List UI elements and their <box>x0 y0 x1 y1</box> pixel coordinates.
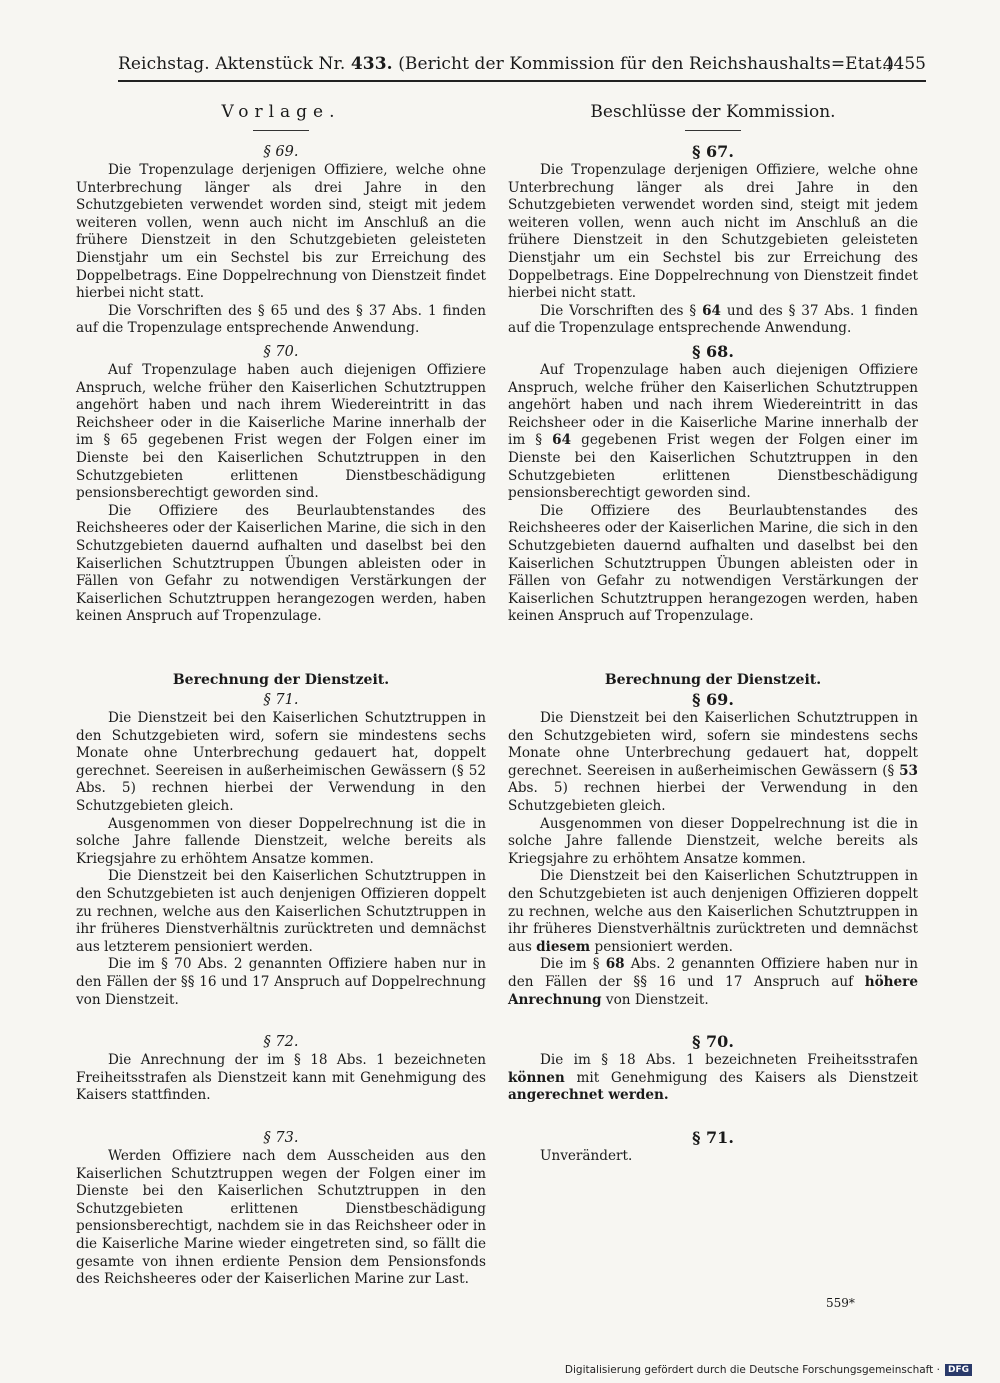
paragraph-heading: § 70. <box>692 1032 734 1051</box>
changed-reference: 64 <box>702 302 722 319</box>
paragraph-text: Die Dienstzeit bei den Kaiserlichen Schutztruppen in den Schutzgebieten ist auch denjenigen Offizieren doppelt zu rechnen, welche aus den Kaiserlichen Schutztruppen in ihr früheres Dienstverhältnis zurücktreten und demnächst aus letzterem pensioniert werden. <box>76 868 486 955</box>
title-divider <box>685 130 741 131</box>
dfg-logo: DFG <box>945 1364 972 1376</box>
paragraph-text: Die Vorschriften des § 64 und des § 37 Abs. 1 finden auf die Tropenzulage entsprechende Anwendung. <box>508 302 919 337</box>
paragraph-text: Die Dienstzeit bei den Kaiserlichen Schutztruppen in den Schutzgebieten ist auch denjenigen Offizieren doppelt zu rechnen, welche aus den Kaiserlichen Schutztruppen in ihr früheres Dienstverhältnis zurücktreten und demnächst aus diesem pensioniert werden. <box>508 868 918 955</box>
paragraph-text: Ausgenommen von dieser Doppelrechnung ist die in solche Jahre fallende Dienstzeit, welche bereits als Kriegsjahre zu erhöhtem Ansatze kommen. <box>508 815 918 867</box>
left-section-71 <box>76 670 486 1009</box>
changed-text: können <box>508 1069 565 1086</box>
right-section-69 <box>508 670 918 1009</box>
paragraph-heading: § 71. <box>263 692 299 708</box>
right-section-68 <box>508 342 918 626</box>
digitization-credit <box>565 1364 972 1376</box>
changed-text: diesem <box>536 938 591 955</box>
right-section-70 <box>508 1032 918 1105</box>
paragraph-heading: § 68. <box>692 342 734 361</box>
paragraph-heading: § 72. <box>263 1034 299 1050</box>
paragraph-heading: § 67. <box>692 142 734 161</box>
paragraph-heading: § 70. <box>263 344 299 360</box>
paragraph-text: Auf Tropenzulage haben auch diejenigen Offiziere Anspruch, welche früher den Kaiserlichen Schutztruppen angehört haben und nach ihrem Wiedereintritt in das Reichsheer oder in die Kaiserliche Marine innerhalb der im § 65 gegebenen Frist wegen der Folgen einer im Dienste bei den Kaiserlichen Schutztruppen in den Schutzgebieten erlittenen Dienstbeschädigung pensionsberechtigt geworden sind. <box>76 362 486 502</box>
paragraph-text: Ausgenommen von dieser Doppelrechnung ist die in solche Jahre fallende Dienstzeit, welche bereits als Kriegsjahre zu erhöhtem Ansatze kommen. <box>76 815 486 867</box>
changed-reference: 68 <box>605 956 625 973</box>
paragraph-text: Werden Offiziere nach dem Ausscheiden aus den Kaiserlichen Schutztruppen wegen der Folgen einer im Dienste bei den Kaiserlichen Schutztruppen in den Schutzgebieten erlittenen Dienstbeschädigung pensionsberechtigt, nachdem sie in das Reichsheer oder in die Kaiserliche Marine wieder eingetreten sind, so fällt die gesamte von ihnen erdiente Pension dem Pensionsfonds des Reichsheeres oder der Kaiserlichen Marine zur Last. <box>76 1148 486 1288</box>
changed-text: höhere Anrechnung <box>508 973 918 1008</box>
paragraph-text: Die im § 70 Abs. 2 genannten Offiziere haben nur in den Fällen der §§ 16 und 17 Anspruch auf Doppelrechnung von Dienstzeit. <box>76 956 486 1008</box>
right-column-title: Beschlüsse der Kommission. <box>590 102 836 122</box>
title-divider <box>253 130 309 131</box>
paragraph-text: Auf Tropenzulage haben auch diejenigen Offiziere Anspruch, welche früher den Kaiserlichen Schutztruppen angehört haben und nach ihrem Wiedereintritt in das Reichsheer oder in die Kaiserliche Marine innerhalb der im § 64 gegebenen Frist wegen der Folgen einer im Dienste bei den Kaiserlichen Schutztruppen in den Schutzgebieten erlittenen Dienstbeschädigung pensionsberechtigt geworden sind. <box>508 362 919 502</box>
paragraph-heading: § 71. <box>692 1128 734 1147</box>
left-section-70 <box>76 342 486 626</box>
subheading: Berechnung der Dienstzeit. <box>172 672 390 688</box>
changed-text: angerechnet werden. <box>508 1087 669 1104</box>
left-section-72 <box>76 1032 486 1105</box>
changed-reference: 64 <box>552 432 572 449</box>
right-section-67 <box>508 142 918 338</box>
paragraph-text: Die Tropenzulage derjenigen Offiziere, welche ohne Unterbrechung länger als drei Jahre in den Schutzgebieten verwendet worden sind, steigt mit jedem weiteren vollen, wenn auch nicht im Anschluß an die frühere Dienstzeit in den Schutzgebieten geleisteten Dienstjahr um ein Sechstel bis zur Erreichung des Doppelbetrags. Eine Doppelrechnung von Dienstzeit findet hierbei nicht statt. <box>76 162 486 302</box>
paragraph-text: Die im § 68 Abs. 2 genannten Offiziere haben nur in den Fällen der §§ 16 und 17 Anspruch auf höhere Anrechnung von Dienstzeit. <box>508 956 918 1008</box>
paragraph-text: Die im § 18 Abs. 1 bezeichneten Freiheitsstrafen können mit Genehmigung des Kaisers als Dienstzeit angerechnet werden. <box>508 1052 919 1104</box>
paragraph-text: Die Dienstzeit bei den Kaiserlichen Schutztruppen in den Schutzgebieten wird, sofern sie mindestens sechs Monate ohne Unterbrechung gedauert hat, doppelt gerechnet. Seereisen in außerheimischen Gewässern (§ 53 Abs. 5) rechnen hierbei der Verwendung in den Schutzgebieten gleich. <box>508 710 918 814</box>
page-number: 4455 <box>882 54 926 74</box>
header-title: Reichstag. Aktenstück Nr. 433. (Bericht der Kommission für den Reichshaushalts=Etat.) <box>118 54 895 74</box>
right-section-71 <box>508 1128 918 1166</box>
paragraph-text: Die Anrechnung der im § 18 Abs. 1 bezeichneten Freiheitsstrafen als Dienstzeit kann mit Genehmigung des Kaisers stattfinden. <box>76 1052 486 1104</box>
running-header <box>118 54 926 82</box>
document-number: 433. <box>350 54 393 74</box>
paragraph-heading: § 69. <box>263 144 299 160</box>
paragraph-text: Die Offiziere des Beurlaubtenstandes des Reichsheeres oder der Kaiserlichen Marine, die sich in den Schutzgebieten dauernd aufhalten und daselbst bei den Kaiserlichen Schutztruppen Übungen ableisten oder in Fällen von Gefahr zu notwendigen Verstärkungen der Kaiserlichen Schutztruppen herangezogen werden, haben keinen Anspruch auf Tropenzulage. <box>76 502 486 625</box>
credit-text: Digitalisierung gefördert durch die Deutsche Forschungsgemeinschaft · <box>564 1364 940 1376</box>
right-column <box>508 100 919 1164</box>
left-column-title: Vorlage. <box>221 102 341 122</box>
subheading: Berechnung der Dienstzeit. <box>604 672 822 688</box>
left-section-69 <box>76 142 486 338</box>
paragraph-heading: § 73. <box>263 1130 299 1146</box>
paragraph-text: Unverändert. <box>540 1148 633 1164</box>
paragraph-heading: § 69. <box>692 690 734 709</box>
paragraph-text: Die Vorschriften des § 65 und des § 37 Abs. 1 finden auf die Tropenzulage entsprechende Anwendung. <box>76 302 486 337</box>
changed-reference: 53 <box>899 762 918 779</box>
paragraph-text: Die Tropenzulage derjenigen Offiziere, welche ohne Unterbrechung länger als drei Jahre in den Schutzgebieten verwendet worden sind, steigt mit jedem weiteren vollen, wenn auch nicht im Anschluß an die frühere Dienstzeit in den Schutzgebieten geleisteten Dienstjahr um ein Sechstel bis zur Erreichung des Doppelbetrags. Eine Doppelrechnung von Dienstzeit findet hierbei nicht statt. <box>508 162 918 302</box>
left-section-73 <box>76 1128 486 1289</box>
paragraph-text: Die Dienstzeit bei den Kaiserlichen Schutztruppen in den Schutzgebieten wird, sofern sie mindestens sechs Monate ohne Unterbrechung gedauert hat, doppelt gerechnet. Seereisen in außerheimischen Gewässern (§ 52 Abs. 5) rechnen hierbei der Verwendung in den Schutzgebieten gleich. <box>76 710 486 814</box>
paragraph-text: Die Offiziere des Beurlaubtenstandes des Reichsheeres oder der Kaiserlichen Marine, die sich in den Schutzgebieten dauernd aufhalten und daselbst bei den Kaiserlichen Schutztruppen Übungen ableisten oder in Fällen von Gefahr zu notwendigen Verstärkungen der Kaiserlichen Schutztruppen herangezogen werden, haben keinen Anspruch auf Tropenzulage. <box>508 502 918 625</box>
sheet-signature: 559* <box>826 1296 855 1310</box>
left-column <box>76 100 486 1288</box>
